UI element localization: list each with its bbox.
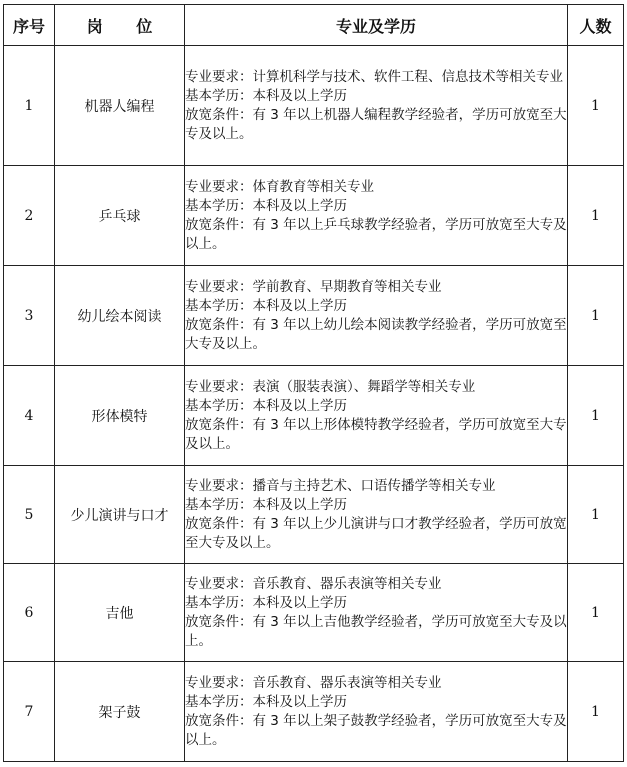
row-index: 6: [4, 564, 55, 662]
table-row: [4, 166, 624, 266]
major-requirement: 专业要求：学前教育、早期教育等相关专业: [185, 278, 442, 295]
header-position: 岗 位: [55, 5, 185, 46]
table-row: [4, 366, 624, 466]
recruitment-table: [3, 4, 624, 762]
relaxed-condition: 放宽条件：有 3 年以上幼儿绘本阅读教学经验者，学历可放宽至大专及以上。: [185, 316, 567, 352]
relaxed-condition: 放宽条件：有 3 年以上吉他教学经验者，学历可放宽至大专及以上。: [185, 613, 567, 649]
major-requirement: 专业要求：体育教育等相关专业: [185, 178, 374, 195]
row-requirements: [185, 166, 568, 266]
major-requirement: 专业要求：表演（服装表演）、舞蹈学等相关专业: [185, 378, 476, 395]
row-index: 7: [4, 662, 55, 762]
row-position: 乒乓球: [55, 166, 185, 266]
table-row: [4, 466, 624, 564]
header-index: 序号: [4, 5, 55, 46]
row-position: 架子鼓: [55, 662, 185, 762]
table-row: [4, 266, 624, 366]
major-requirement: 专业要求：音乐教育、器乐表演等相关专业: [185, 674, 442, 691]
row-requirements: [185, 662, 568, 762]
row-position: 幼儿绘本阅读: [55, 266, 185, 366]
row-position: 形体模特: [55, 366, 185, 466]
header-requirements: 专业及学历: [185, 5, 568, 46]
row-count: 1: [568, 466, 624, 564]
row-requirements: [185, 564, 568, 662]
row-position: 少儿演讲与口才: [55, 466, 185, 564]
row-requirements: [185, 46, 568, 166]
relaxed-condition: 放宽条件：有 3 年以上机器人编程教学经验者，学历可放宽至大专及以上。: [185, 106, 567, 142]
row-index: 4: [4, 366, 55, 466]
relaxed-condition: 放宽条件：有 3 年以上形体模特教学经验者，学历可放宽至大专及以上。: [185, 416, 567, 452]
row-position: 吉他: [55, 564, 185, 662]
education-requirement: 基本学历：本科及以上学历: [185, 496, 347, 513]
education-requirement: 基本学历：本科及以上学历: [185, 397, 347, 414]
major-requirement: 专业要求：计算机科学与技术、软件工程、信息技术等相关专业: [185, 68, 563, 85]
row-requirements: [185, 366, 568, 466]
row-count: 1: [568, 662, 624, 762]
relaxed-condition: 放宽条件：有 3 年以上架子鼓教学经验者，学历可放宽至大专及以上。: [185, 712, 567, 748]
row-count: 1: [568, 166, 624, 266]
row-count: 1: [568, 366, 624, 466]
row-requirements: [185, 266, 568, 366]
header-row: [4, 5, 624, 46]
table-row: [4, 46, 624, 166]
row-count: 1: [568, 266, 624, 366]
row-position: 机器人编程: [55, 46, 185, 166]
table-row: [4, 564, 624, 662]
row-index: 5: [4, 466, 55, 564]
row-index: 3: [4, 266, 55, 366]
row-count: 1: [568, 46, 624, 166]
table-row: [4, 662, 624, 762]
relaxed-condition: 放宽条件：有 3 年以上少儿演讲与口才教学经验者，学历可放宽至大专及以上。: [185, 515, 567, 551]
major-requirement: 专业要求：播音与主持艺术、口语传播学等相关专业: [185, 477, 496, 494]
major-requirement: 专业要求：音乐教育、器乐表演等相关专业: [185, 575, 442, 592]
header-count: 人数: [568, 5, 624, 46]
row-requirements: [185, 466, 568, 564]
education-requirement: 基本学历：本科及以上学历: [185, 693, 347, 710]
relaxed-condition: 放宽条件：有 3 年以上乒乓球教学经验者，学历可放宽至大专及以上。: [185, 216, 567, 252]
row-index: 2: [4, 166, 55, 266]
education-requirement: 基本学历：本科及以上学历: [185, 87, 347, 104]
education-requirement: 基本学历：本科及以上学历: [185, 297, 347, 314]
education-requirement: 基本学历：本科及以上学历: [185, 197, 347, 214]
row-index: 1: [4, 46, 55, 166]
education-requirement: 基本学历：本科及以上学历: [185, 594, 347, 611]
row-count: 1: [568, 564, 624, 662]
